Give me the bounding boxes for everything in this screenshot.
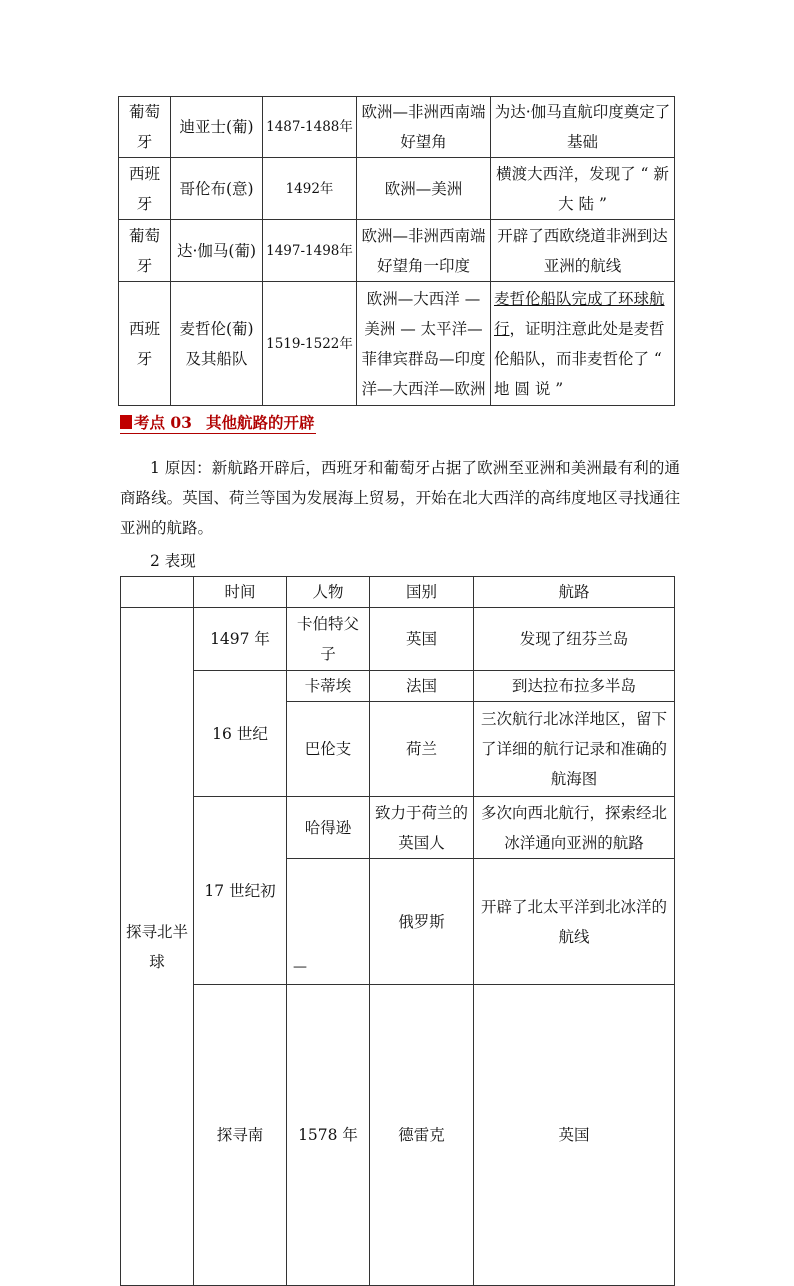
performance-label: 2 表现 (150, 552, 196, 570)
country-cell: 致力于荷兰的英国人 (370, 797, 474, 859)
table-header-row (121, 577, 675, 608)
header-cell: 国别 (370, 577, 474, 608)
route-cell: 开辟了北太平洋到北冰洋的航线 (474, 859, 675, 985)
country-cell: 西班牙 (119, 282, 171, 406)
person-cell (287, 859, 370, 985)
person-cell: 巴伦支 (287, 702, 370, 797)
red-square-icon (120, 415, 132, 429)
table-row (119, 158, 675, 220)
section-title: 其他航路的开辟 (205, 413, 315, 432)
time-cell: 1578 年 (287, 985, 370, 1286)
south-hemisphere-label: 探寻南 (194, 985, 287, 1286)
header-cell (121, 577, 194, 608)
significance-cell: 横渡大西洋，发现了 “ 新 大 陆 ” (491, 158, 675, 220)
country-cell: 俄罗斯 (370, 859, 474, 985)
header-cell: 人物 (287, 577, 370, 608)
significance-underlined: 麦哲伦船队完成了环球航行 (494, 289, 665, 338)
route-cell: 多次向西北航行，探索经北冰洋通向亚洲的航路 (474, 797, 675, 859)
year-cell: 1519-1522年 (263, 282, 357, 406)
year-cell: 1487-1488年 (263, 97, 357, 158)
table-row (121, 671, 675, 702)
route-cell: 到达拉布拉多半岛 (474, 671, 675, 702)
header-cell: 航路 (474, 577, 675, 608)
route-cell: 欧洲—美洲 (357, 158, 491, 220)
route-cell: 三次航行北冰洋地区，留下了详细的航行记录和准确的航海图 (474, 702, 675, 797)
route-cell: 欧洲—非洲西南端好望角一印度 (357, 220, 491, 282)
person-cell: 哥伦布(意) (171, 158, 263, 220)
country-cell: 葡萄牙 (119, 220, 171, 282)
route-cell: 欧洲—大西洋 —美洲 — 太平洋—菲律宾群岛—印度洋—大西洋—欧洲 (357, 282, 491, 406)
person-cell: 麦哲伦(葡)及其船队 (171, 282, 263, 406)
person-cell: 迪亚士(葡) (171, 97, 263, 158)
table-row (119, 220, 675, 282)
country-cell: 法国 (370, 671, 474, 702)
person-cell: 卡伯特父子 (287, 608, 370, 671)
country-cell: 葡萄牙 (119, 97, 171, 158)
time-cell: 17 世纪初 (194, 797, 287, 985)
section-label: 考点 03 (134, 413, 192, 432)
person-cell: 哈得逊 (287, 797, 370, 859)
person-cell: 卡蒂埃 (287, 671, 370, 702)
time-cell: 16 世纪 (194, 671, 287, 797)
table-row (121, 797, 675, 859)
significance-rest: ，证明注意此处是麦哲伦船队，而非麦哲伦了 “ 地 圆 说 ” (494, 319, 665, 398)
country-cell: 英国 (370, 608, 474, 671)
person-cell: 达·伽马(葡) (171, 220, 263, 282)
country-cell: 英国 (474, 985, 675, 1286)
year-cell: 1497-1498年 (263, 220, 357, 282)
country-cell: 西班牙 (119, 158, 171, 220)
significance-cell (491, 282, 675, 406)
route-cell: 欧洲—非洲西南端好望角 (357, 97, 491, 158)
route-cell: 发现了纽芬兰岛 (474, 608, 675, 671)
table-row (119, 282, 675, 406)
table-row (119, 97, 675, 158)
country-cell: 荷兰 (370, 702, 474, 797)
north-hemisphere-label: 探寻北半球 (121, 608, 194, 1286)
routes-table-continued (118, 96, 675, 406)
table-row (121, 608, 675, 671)
person-dash: — (293, 959, 307, 975)
reason-paragraph: 1 原因：新航路开辟后，西班牙和葡萄牙占据了欧洲至亚洲和美洲最有利的通商路线。英国、荷兰等国为发展海上贸易，开始在北大西洋的高纬度地区寻找通往亚洲的航路。 (120, 459, 680, 537)
person-cell: 德雷克 (370, 985, 474, 1286)
section-heading (120, 413, 316, 434)
year-cell: 1492年 (263, 158, 357, 220)
significance-cell: 开辟了西欧绕道非洲到达亚洲的航线 (491, 220, 675, 282)
header-cell: 时间 (194, 577, 287, 608)
time-cell: 1497 年 (194, 608, 287, 671)
significance-cell: 为达·伽马直航印度奠定了基础 (491, 97, 675, 158)
other-routes-table (120, 576, 675, 1286)
table-row (121, 985, 675, 1286)
